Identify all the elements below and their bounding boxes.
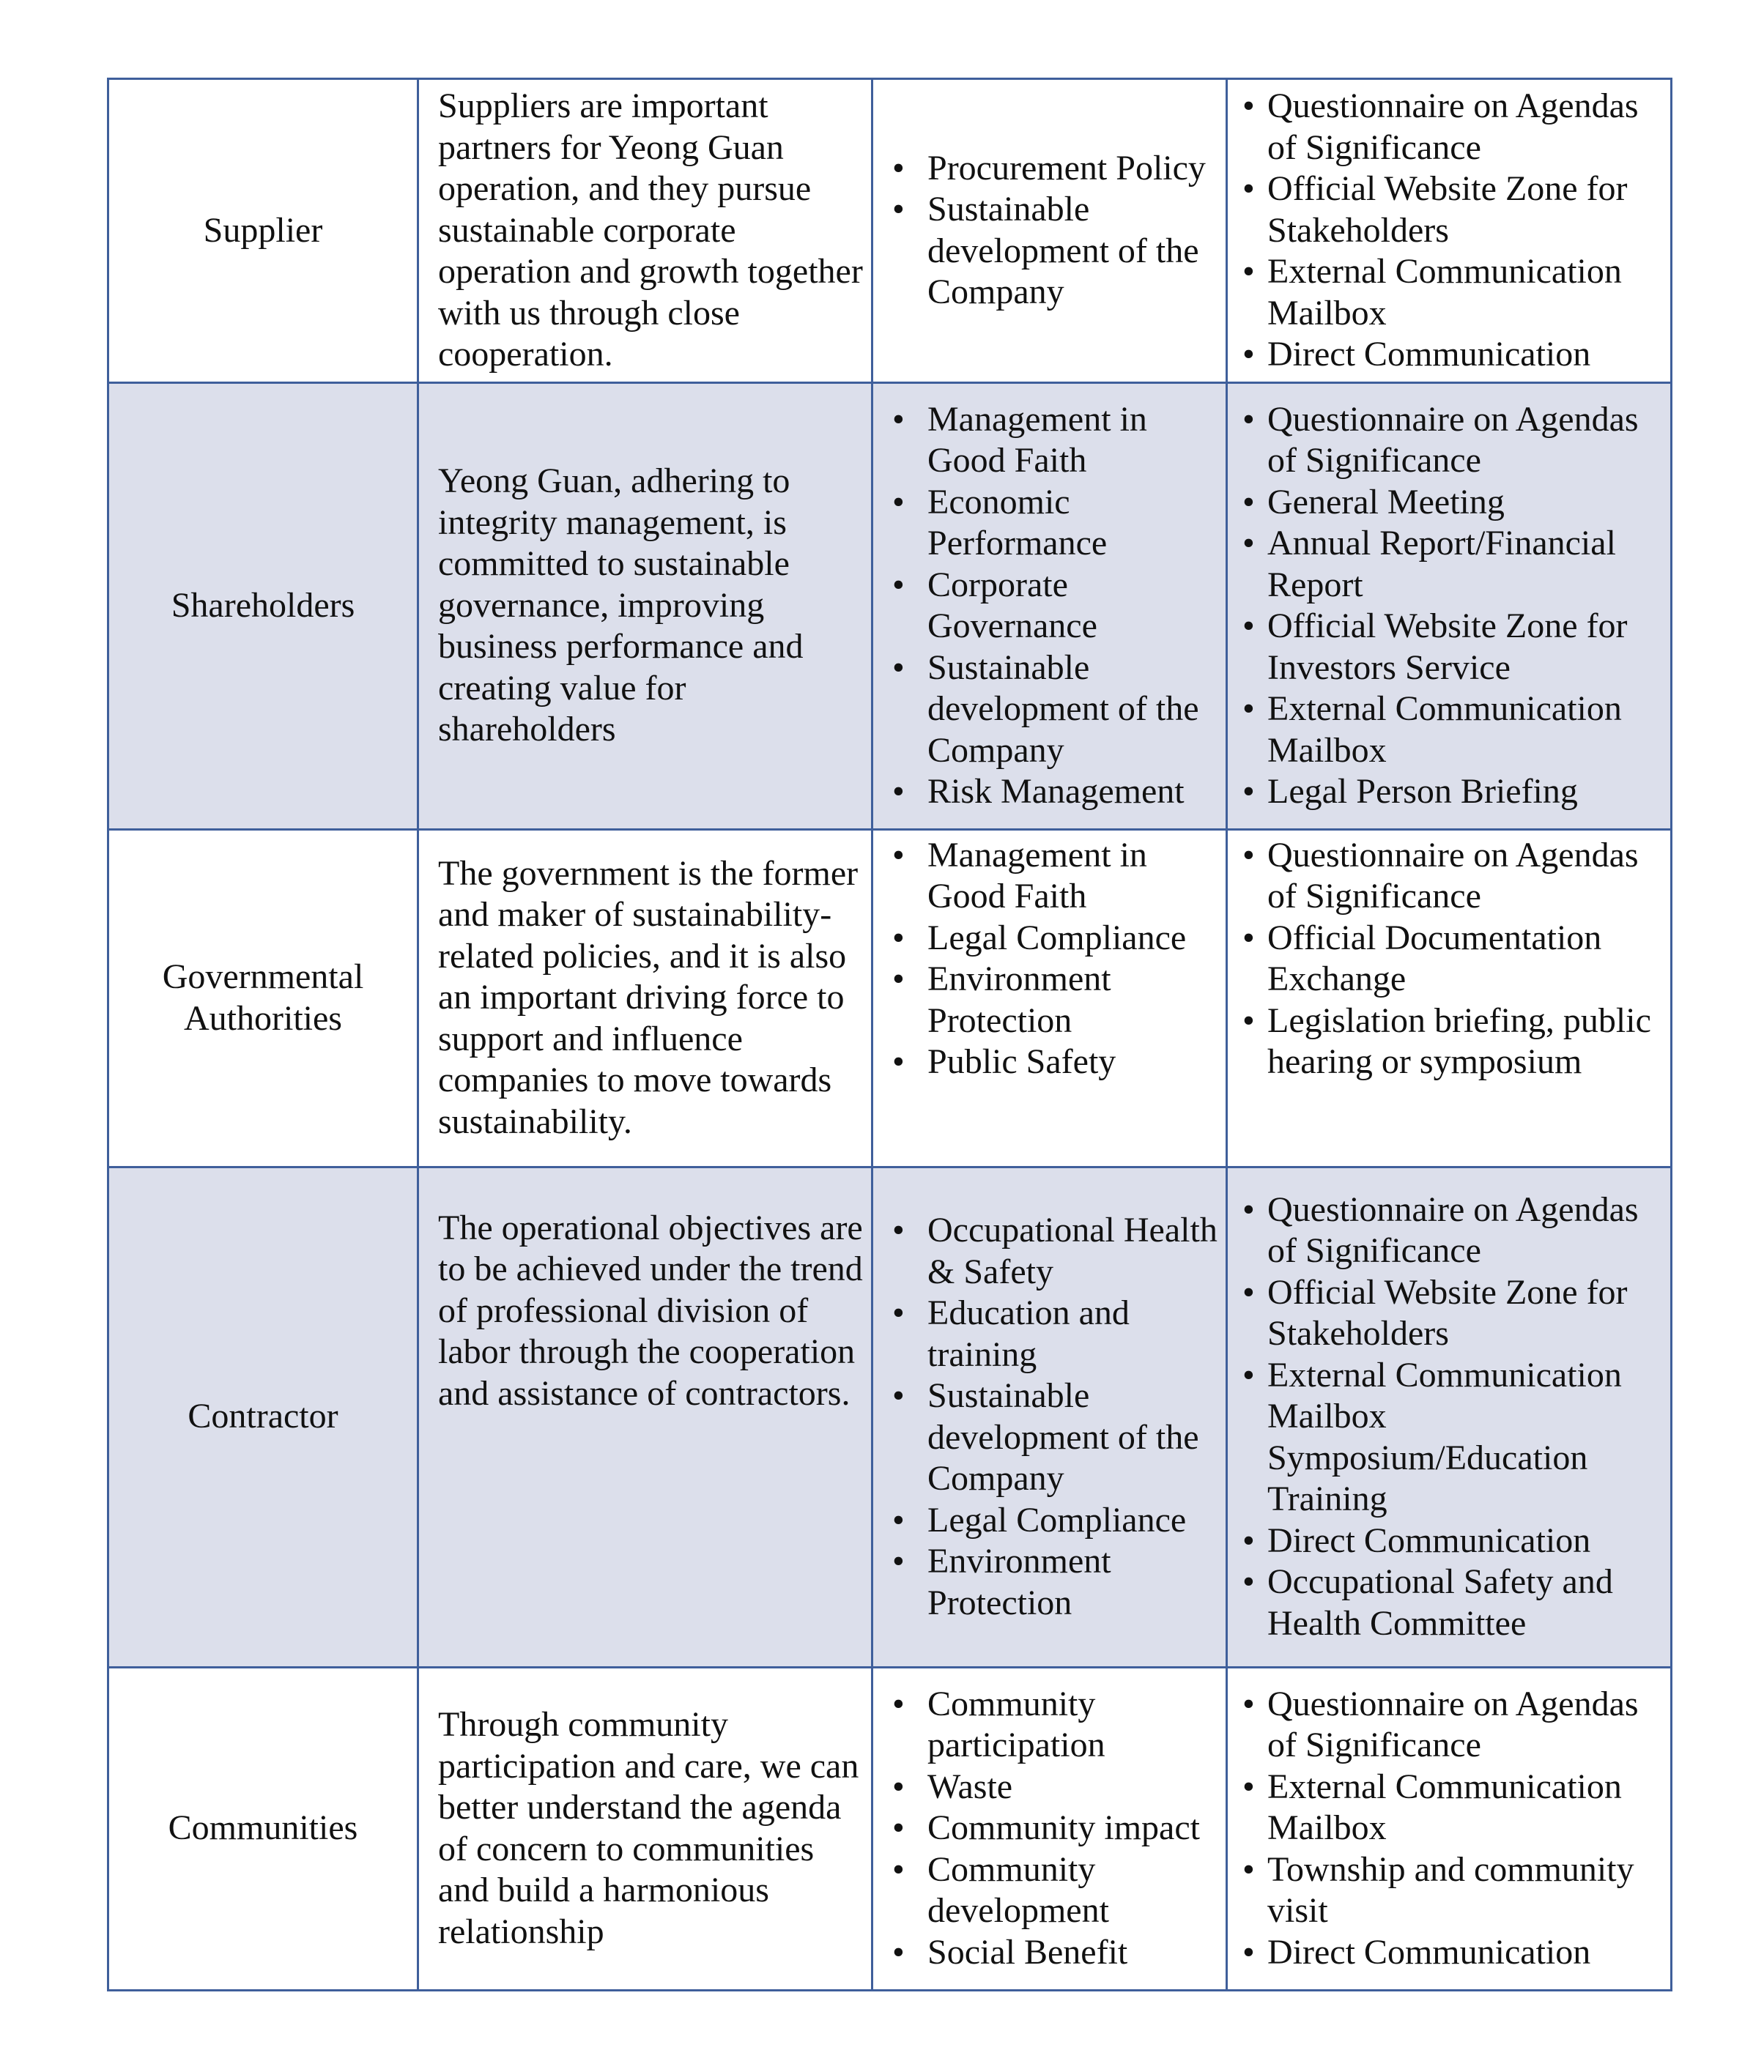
communication-channels <box>1227 382 1672 829</box>
stakeholder-name: Governmental Authorities <box>108 829 418 1167</box>
communication-channels <box>1227 829 1672 1167</box>
list-item: • Management in Good Faith <box>892 835 1223 918</box>
channels-list <box>1242 835 1667 1083</box>
list-item: • Direct Communication <box>1242 1932 1667 1974</box>
list-item: • External Communication Mailbox <box>1242 1767 1667 1849</box>
list-item: • Official Website Zone for Investors Service <box>1242 606 1667 688</box>
list-item: • Township and community visit <box>1242 1849 1667 1932</box>
stakeholder-description <box>418 1667 872 1990</box>
table-row <box>108 1167 1672 1667</box>
description-text: Yeong Guan, adhering to integrity management, is committed to sustainable governance, improving business performance and creating value for shareholders <box>438 461 804 749</box>
channels-list <box>1242 1189 1667 1645</box>
list-item: • Occupational Health & Safety <box>892 1210 1223 1293</box>
concern-topics <box>872 79 1227 383</box>
stakeholder-description <box>418 1167 872 1667</box>
list-item: • Management in Good Faith <box>892 399 1223 482</box>
stakeholder-name: Shareholders <box>108 382 418 829</box>
stakeholder-name: Contractor <box>108 1167 418 1667</box>
list-item: • Community participation <box>892 1684 1223 1767</box>
list-item: • Sustainable development of the Company <box>892 189 1223 313</box>
stakeholder-description <box>418 829 872 1167</box>
list-item: • Legislation briefing, public hearing or symposium <box>1242 1000 1667 1083</box>
channels-list <box>1242 86 1667 376</box>
list-item: • Official Documentation Exchange <box>1242 918 1667 1000</box>
list-item: • Questionnaire on Agendas of Significance <box>1242 86 1667 168</box>
list-item: • Official Website Zone for Stakeholders <box>1242 1272 1667 1355</box>
list-item: • Occupational Safety and Health Committee <box>1242 1562 1667 1644</box>
list-item: • Procurement Policy <box>892 148 1223 190</box>
description-text: The government is the former and maker of sustainability-related policies, and it is also an important driving force to support and influence companies to move towards sustainability. <box>438 853 859 1141</box>
list-item: • General Meeting <box>1242 482 1667 524</box>
list-item: • External Communication Mailbox <box>1242 251 1667 334</box>
concern-topics <box>872 382 1227 829</box>
topics-list <box>892 148 1223 313</box>
topics-list <box>892 835 1223 1083</box>
channels-list <box>1242 1684 1667 1974</box>
list-item: • Direct Communication <box>1242 1520 1667 1562</box>
concern-topics <box>872 1167 1227 1667</box>
stakeholder-description <box>418 79 872 383</box>
list-item: • Legal Compliance <box>892 918 1223 959</box>
list-item: • Sustainable development of the Company <box>892 1375 1223 1500</box>
table-row <box>108 1667 1672 1990</box>
topics-list <box>892 1684 1223 1974</box>
list-item: • Corporate Governance <box>892 565 1223 647</box>
concern-topics <box>872 1667 1227 1990</box>
list-item: • Legal Compliance <box>892 1500 1223 1542</box>
list-item: • Legal Person Briefing <box>1242 771 1667 813</box>
stakeholder-description <box>418 382 872 829</box>
list-item: • Environment Protection <box>892 1541 1223 1624</box>
table-row <box>108 382 1672 829</box>
list-item: • Questionnaire on Agendas of Significance <box>1242 1684 1667 1767</box>
stakeholder-table <box>107 78 1672 1991</box>
list-item: • Questionnaire on Agendas of Significance <box>1242 399 1667 482</box>
concern-topics <box>872 829 1227 1167</box>
list-item: • Annual Report/Financial Report <box>1242 523 1667 606</box>
communication-channels <box>1227 1167 1672 1667</box>
list-item: • External Communication Mailbox <box>1242 688 1667 771</box>
list-item: • External Communication Mailbox Symposium/Education Training <box>1242 1355 1667 1520</box>
topics-list <box>892 1210 1223 1624</box>
communication-channels <box>1227 79 1672 383</box>
description-text: Through community participation and care, we can better understand the agenda of concern to communities and build a harmonious relationship <box>438 1705 859 1951</box>
topics-list <box>892 399 1223 813</box>
communication-channels <box>1227 1667 1672 1990</box>
description-text: Suppliers are important partners for Yeong Guan operation, and they pursue sustainable corporate operation and growth together with us through close cooperation. <box>438 86 863 374</box>
list-item: • Questionnaire on Agendas of Significance <box>1242 1189 1667 1272</box>
list-item: • Official Website Zone for Stakeholders <box>1242 168 1667 251</box>
list-item: • Community development <box>892 1849 1223 1932</box>
list-item: • Public Safety <box>892 1041 1223 1083</box>
list-item: • Direct Communication <box>1242 334 1667 376</box>
list-item: • Social Benefit <box>892 1932 1223 1974</box>
list-item: • Economic Performance <box>892 482 1223 565</box>
description-text: The operational objectives are to be achieved under the trend of professional division of labor through the cooperation and assistance of contractors. <box>438 1208 863 1413</box>
list-item: • Risk Management <box>892 771 1223 813</box>
list-item: • Sustainable development of the Company <box>892 647 1223 772</box>
list-item: • Environment Protection <box>892 959 1223 1041</box>
list-item: • Questionnaire on Agendas of Significance <box>1242 835 1667 918</box>
stakeholder-name: Communities <box>108 1667 418 1990</box>
table-row <box>108 79 1672 383</box>
list-item: • Community impact <box>892 1808 1223 1849</box>
channels-list <box>1242 399 1667 813</box>
stakeholder-name: Supplier <box>108 79 418 383</box>
list-item: • Waste <box>892 1767 1223 1808</box>
table-row <box>108 829 1672 1167</box>
list-item: • Education and training <box>892 1293 1223 1375</box>
